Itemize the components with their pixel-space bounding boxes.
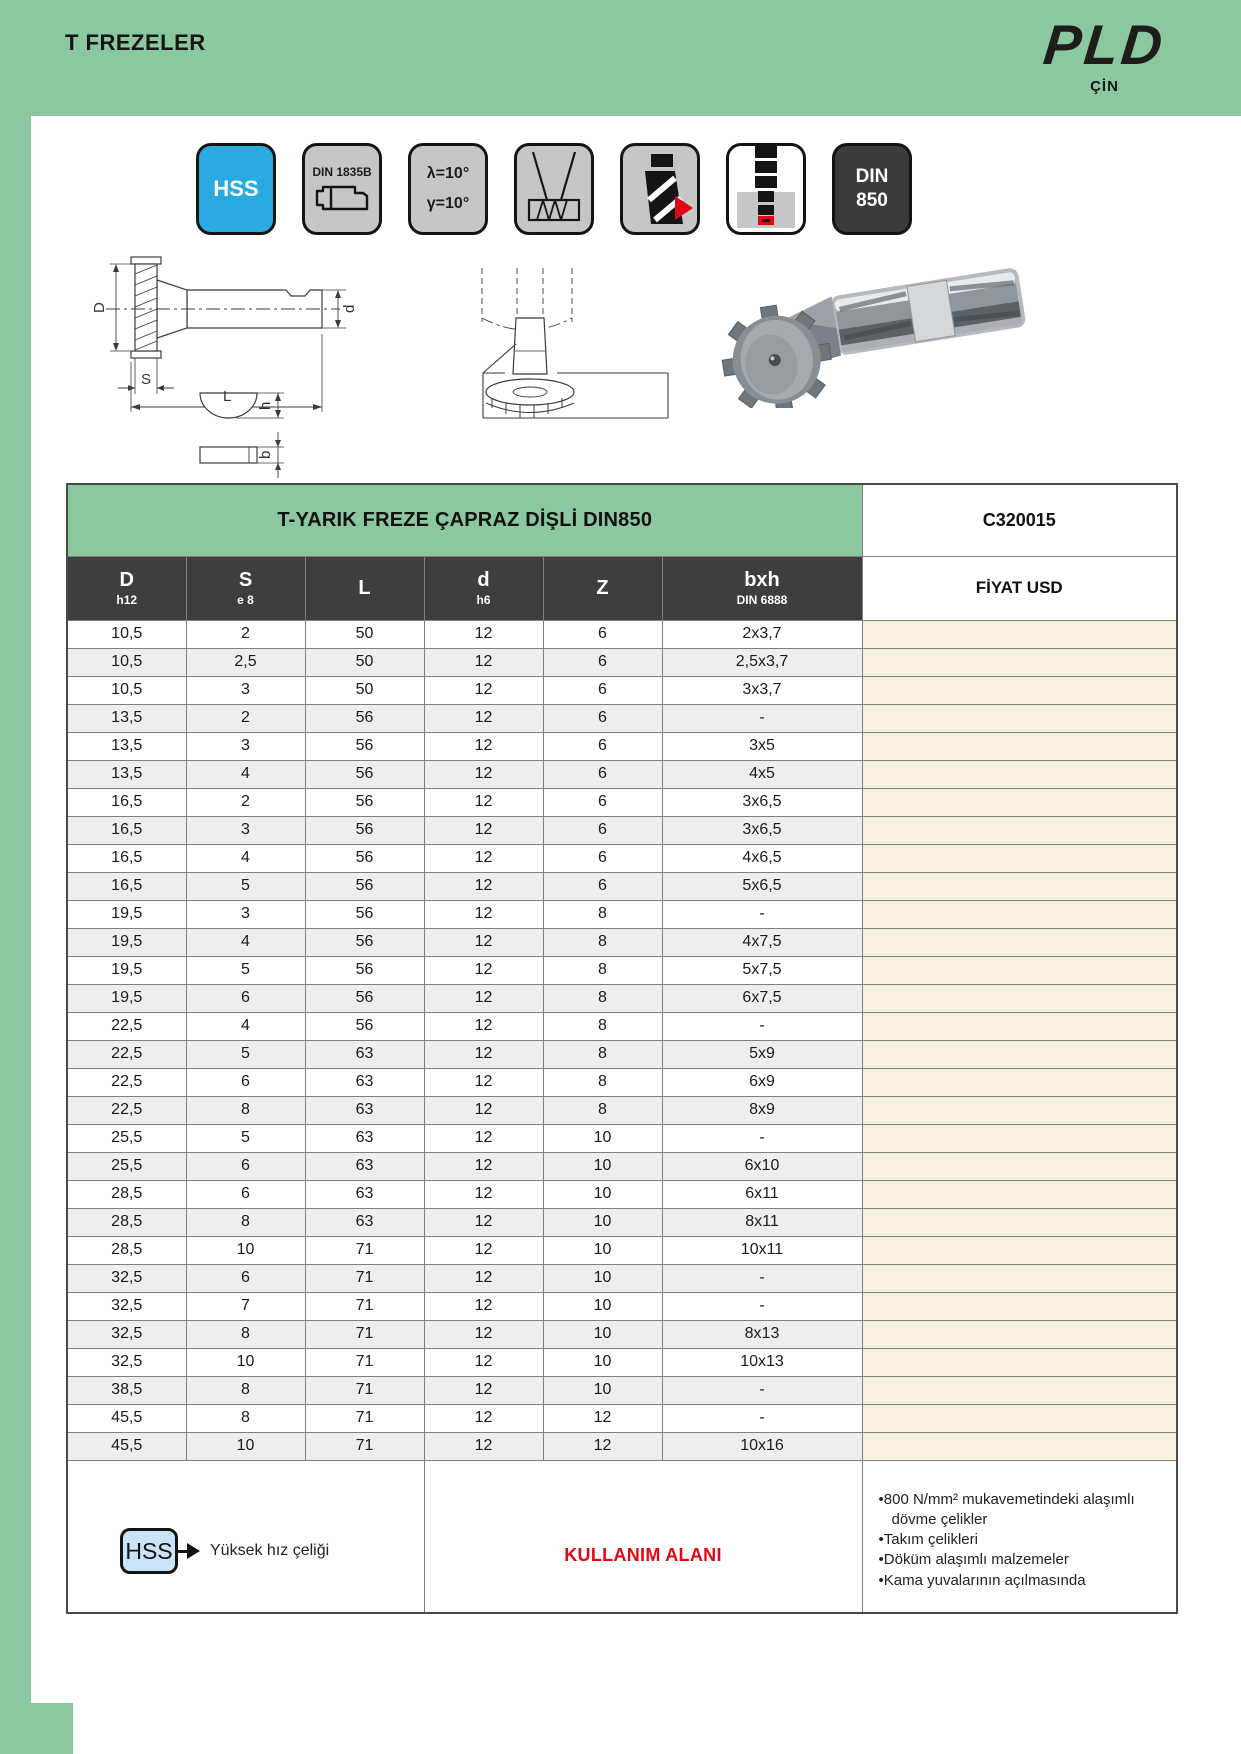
table-cell: 71 <box>305 1404 424 1432</box>
table-cell: 12 <box>424 732 543 760</box>
table-cell: 5 <box>186 1124 305 1152</box>
table-cell: 71 <box>305 1264 424 1292</box>
table-cell: 3 <box>186 676 305 704</box>
price-cell <box>862 1124 1177 1152</box>
table-cell: 32,5 <box>67 1292 186 1320</box>
table-cell: 71 <box>305 1432 424 1460</box>
price-cell <box>862 1040 1177 1068</box>
table-cell: 5 <box>186 1040 305 1068</box>
table-row <box>67 1432 1177 1460</box>
table-cell: 71 <box>305 1348 424 1376</box>
table-cell: 3 <box>186 816 305 844</box>
table-cell: - <box>662 1124 862 1152</box>
dim-label-D: D <box>91 302 108 313</box>
table-row <box>67 956 1177 984</box>
price-cell <box>862 1348 1177 1376</box>
table-cell: 16,5 <box>67 816 186 844</box>
table-cell: 12 <box>424 1348 543 1376</box>
hss-legend-text: Yüksek hız çeliği <box>210 1542 330 1560</box>
table-row <box>67 1292 1177 1320</box>
table-cell: 6x10 <box>662 1152 862 1180</box>
table-cell: 6 <box>186 1264 305 1292</box>
table-cell: 16,5 <box>67 788 186 816</box>
product-code: C320015 <box>862 484 1177 556</box>
dim-label-h: h <box>257 401 274 410</box>
column-header-s-e8: S e 8 <box>186 556 305 620</box>
table-cell: 12 <box>424 1152 543 1180</box>
table-cell: - <box>662 1404 862 1432</box>
table-cell: 13,5 <box>67 704 186 732</box>
table-cell: 3 <box>186 732 305 760</box>
hss-legend-chip: HSS <box>120 1528 178 1574</box>
table-cell: 10,5 <box>67 648 186 676</box>
table-cell: 56 <box>305 704 424 732</box>
table-cell: 12 <box>424 1264 543 1292</box>
table-cell: 10 <box>543 1208 662 1236</box>
brand-country: ÇİN <box>1090 77 1119 95</box>
table-row <box>67 900 1177 928</box>
price-cell <box>862 1432 1177 1460</box>
table-row <box>67 760 1177 788</box>
table-cell: 8 <box>543 900 662 928</box>
table-cell: 4 <box>186 760 305 788</box>
usage-title: KULLANIM ALANI <box>564 1544 722 1565</box>
table-row <box>67 1404 1177 1432</box>
page-title: T FREZELER <box>65 30 206 55</box>
table-cell: 8 <box>543 928 662 956</box>
table-cell: 10,5 <box>67 620 186 648</box>
table-cell: 6 <box>186 1068 305 1096</box>
table-cell: 3x5 <box>662 732 862 760</box>
dim-label-b: b <box>257 450 274 459</box>
table-footer-row <box>67 1460 1177 1613</box>
price-cell <box>862 1180 1177 1208</box>
table-cell: 12 <box>424 844 543 872</box>
price-cell <box>862 1292 1177 1320</box>
shank-din1835b-icon: DIN 1835B <box>302 143 382 235</box>
price-cell <box>862 1376 1177 1404</box>
table-cell: 22,5 <box>67 1040 186 1068</box>
table-cell: 8 <box>186 1404 305 1432</box>
table-cell: 71 <box>305 1292 424 1320</box>
table-cell: 10 <box>543 1292 662 1320</box>
table-cell: - <box>662 1292 862 1320</box>
table-cell: 6 <box>543 760 662 788</box>
table-cell: 12 <box>424 1124 543 1152</box>
price-cell <box>862 788 1177 816</box>
price-cell <box>862 1096 1177 1124</box>
table-cell: 12 <box>424 1236 543 1264</box>
table-cell: 10x16 <box>662 1432 862 1460</box>
column-header-z: Z <box>543 556 662 620</box>
table-cell: 63 <box>305 1152 424 1180</box>
table-row <box>67 788 1177 816</box>
table-cell: 63 <box>305 1068 424 1096</box>
table-cell: 71 <box>305 1236 424 1264</box>
table-cell: - <box>662 900 862 928</box>
price-cell <box>862 1264 1177 1292</box>
table-cell: 10 <box>543 1236 662 1264</box>
table-cell: 12 <box>424 788 543 816</box>
table-row <box>67 1348 1177 1376</box>
table-cell: 2 <box>186 704 305 732</box>
table-cell: 25,5 <box>67 1152 186 1180</box>
column-header-row <box>67 556 1177 620</box>
table-cell: 32,5 <box>67 1264 186 1292</box>
table-row <box>67 844 1177 872</box>
table-cell: 3x6,5 <box>662 788 862 816</box>
hss-material-icon: HSS <box>196 143 276 235</box>
table-cell: 10 <box>186 1348 305 1376</box>
table-cell: 6 <box>543 648 662 676</box>
table-row <box>67 1180 1177 1208</box>
column-header-d-h6: d h6 <box>424 556 543 620</box>
table-cell: 63 <box>305 1208 424 1236</box>
table-row <box>67 984 1177 1012</box>
table-cell: 3 <box>186 900 305 928</box>
table-cell: 50 <box>305 648 424 676</box>
table-cell: 56 <box>305 956 424 984</box>
price-cell <box>862 676 1177 704</box>
table-cell: 10 <box>543 1124 662 1152</box>
table-row <box>67 1012 1177 1040</box>
table-cell: 4 <box>186 928 305 956</box>
table-cell: 71 <box>305 1376 424 1404</box>
table-cell: 6 <box>543 872 662 900</box>
table-cell: 13,5 <box>67 760 186 788</box>
table-cell: 10 <box>543 1348 662 1376</box>
table-cell: 3x3,7 <box>662 676 862 704</box>
spec-table <box>66 483 1178 1614</box>
table-row <box>67 1152 1177 1180</box>
table-row <box>67 928 1177 956</box>
price-cell <box>862 844 1177 872</box>
table-row <box>67 1208 1177 1236</box>
table-cell: 12 <box>424 704 543 732</box>
table-cell: 4x5 <box>662 760 862 788</box>
table-cell: 12 <box>424 956 543 984</box>
table-title-row <box>67 484 1177 556</box>
dim-label-S: S <box>141 371 152 388</box>
table-cell: 10 <box>186 1432 305 1460</box>
price-cell <box>862 648 1177 676</box>
table-title: T-YARIK FREZE ÇAPRAZ DİŞLİ DIN850 <box>67 484 862 556</box>
table-cell: 10 <box>186 1236 305 1264</box>
table-cell: 5x9 <box>662 1040 862 1068</box>
table-row <box>67 1124 1177 1152</box>
table-cell: 12 <box>424 1040 543 1068</box>
table-cell: 12 <box>543 1432 662 1460</box>
table-cell: 71 <box>305 1320 424 1348</box>
arrow-icon <box>178 1550 187 1553</box>
table-cell: 4x6,5 <box>662 844 862 872</box>
table-cell: 56 <box>305 732 424 760</box>
column-header-d-h12: D h12 <box>67 556 186 620</box>
table-cell: 28,5 <box>67 1236 186 1264</box>
price-cell <box>862 984 1177 1012</box>
table-cell: 10 <box>543 1152 662 1180</box>
table-cell: 16,5 <box>67 844 186 872</box>
left-green-strip <box>0 0 31 1754</box>
table-cell: 2 <box>186 788 305 816</box>
table-cell: 63 <box>305 1096 424 1124</box>
table-cell: 25,5 <box>67 1124 186 1152</box>
table-cell: 6x9 <box>662 1068 862 1096</box>
table-row <box>67 816 1177 844</box>
usage-bullet: • Döküm alaşımlı malzemeler <box>879 1550 1167 1570</box>
table-cell: 10 <box>543 1264 662 1292</box>
table-cell: 6 <box>186 984 305 1012</box>
table-cell: 12 <box>424 1096 543 1124</box>
table-cell: 22,5 <box>67 1068 186 1096</box>
table-cell: 6 <box>543 676 662 704</box>
table-cell: 12 <box>424 1180 543 1208</box>
table-cell: 22,5 <box>67 1012 186 1040</box>
hss-legend-cell <box>67 1460 424 1613</box>
usage-bullet: • Kama yuvalarının açılmasında <box>879 1571 1167 1591</box>
usage-title-cell <box>424 1460 862 1613</box>
table-cell: 6 <box>543 816 662 844</box>
table-cell: 12 <box>424 1320 543 1348</box>
table-cell: 4 <box>186 844 305 872</box>
table-cell: 6 <box>543 732 662 760</box>
table-cell: 12 <box>424 1432 543 1460</box>
table-row <box>67 732 1177 760</box>
table-cell: 12 <box>424 984 543 1012</box>
price-cell <box>862 1404 1177 1432</box>
price-cell <box>862 760 1177 788</box>
table-cell: 6x11 <box>662 1180 862 1208</box>
table-cell: 19,5 <box>67 900 186 928</box>
table-cell: 19,5 <box>67 984 186 1012</box>
table-cell: 8 <box>543 1068 662 1096</box>
table-cell: 56 <box>305 844 424 872</box>
cutting-angles-icon: λ=10° γ=10° <box>408 143 488 235</box>
table-cell: 56 <box>305 788 424 816</box>
table-cell: 10,5 <box>67 676 186 704</box>
table-cell: 12 <box>424 1376 543 1404</box>
table-cell: 10x13 <box>662 1348 862 1376</box>
price-cell <box>862 928 1177 956</box>
price-cell <box>862 1012 1177 1040</box>
plunge-depth-icon <box>726 143 806 235</box>
table-cell: 8x11 <box>662 1208 862 1236</box>
table-cell: 4 <box>186 1012 305 1040</box>
dim-label-d: d <box>341 304 358 313</box>
table-cell: 56 <box>305 760 424 788</box>
table-cell: 4x7,5 <box>662 928 862 956</box>
table-cell: 56 <box>305 816 424 844</box>
table-cell: 12 <box>424 1012 543 1040</box>
table-cell: 22,5 <box>67 1096 186 1124</box>
dim-label-L: L <box>223 388 232 405</box>
table-cell: 19,5 <box>67 956 186 984</box>
table-cell: 12 <box>424 1292 543 1320</box>
table-cell: - <box>662 1264 862 1292</box>
table-row <box>67 1096 1177 1124</box>
table-cell: 5 <box>186 872 305 900</box>
table-cell: 5x6,5 <box>662 872 862 900</box>
table-cell: 10 <box>543 1320 662 1348</box>
table-cell: 6 <box>543 844 662 872</box>
table-row <box>67 648 1177 676</box>
table-cell: 13,5 <box>67 732 186 760</box>
table-cell: 12 <box>424 816 543 844</box>
usage-materials-cell <box>862 1460 1177 1613</box>
price-cell <box>862 956 1177 984</box>
column-header-l: L <box>305 556 424 620</box>
bottom-green-block <box>0 1703 73 1754</box>
table-cell: 2,5x3,7 <box>662 648 862 676</box>
price-cell <box>862 1320 1177 1348</box>
table-cell: 6 <box>186 1152 305 1180</box>
table-cell: 12 <box>424 760 543 788</box>
table-row <box>67 620 1177 648</box>
table-cell: 8 <box>543 984 662 1012</box>
table-cell: 12 <box>424 648 543 676</box>
table-cell: 12 <box>424 676 543 704</box>
price-cell <box>862 816 1177 844</box>
table-cell: 63 <box>305 1124 424 1152</box>
table-cell: 12 <box>543 1404 662 1432</box>
table-cell: 56 <box>305 900 424 928</box>
table-row <box>67 676 1177 704</box>
table-cell: 56 <box>305 984 424 1012</box>
brand-logo: PLD <box>1040 13 1169 76</box>
table-cell: 8x13 <box>662 1320 862 1348</box>
table-cell: 2x3,7 <box>662 620 862 648</box>
table-cell: 45,5 <box>67 1432 186 1460</box>
price-cell <box>862 872 1177 900</box>
table-cell: 8 <box>543 1040 662 1068</box>
table-row <box>67 872 1177 900</box>
usage-materials-list <box>863 1482 1177 1591</box>
table-cell: 56 <box>305 1012 424 1040</box>
price-cell <box>862 704 1177 732</box>
table-cell: 12 <box>424 620 543 648</box>
table-cell: 10 <box>543 1376 662 1404</box>
table-cell: 12 <box>424 1068 543 1096</box>
table-cell: 63 <box>305 1040 424 1068</box>
price-cell <box>862 1208 1177 1236</box>
table-cell: 8 <box>543 1096 662 1124</box>
table-cell: 19,5 <box>67 928 186 956</box>
table-cell: 8 <box>186 1320 305 1348</box>
table-cell: 6 <box>186 1180 305 1208</box>
table-cell: 12 <box>424 928 543 956</box>
table-cell: 6x7,5 <box>662 984 862 1012</box>
table-row <box>67 704 1177 732</box>
table-cell: 56 <box>305 872 424 900</box>
table-cell: 6 <box>543 704 662 732</box>
table-cell: 28,5 <box>67 1180 186 1208</box>
table-cell: - <box>662 1012 862 1040</box>
price-cell <box>862 900 1177 928</box>
table-row <box>67 1040 1177 1068</box>
price-cell <box>862 1152 1177 1180</box>
product-photo <box>715 248 1035 408</box>
table-cell: 8 <box>543 1012 662 1040</box>
table-cell: 12 <box>424 872 543 900</box>
table-cell: 12 <box>424 1404 543 1432</box>
table-cell: 45,5 <box>67 1404 186 1432</box>
table-cell: 50 <box>305 676 424 704</box>
technical-drawing <box>60 222 680 480</box>
table-row <box>67 1068 1177 1096</box>
table-cell: 2,5 <box>186 648 305 676</box>
table-cell: 5x7,5 <box>662 956 862 984</box>
arrow-icon <box>187 1543 200 1559</box>
table-cell: 12 <box>424 1208 543 1236</box>
table-cell: 12 <box>424 900 543 928</box>
usage-bullet: • Takım çelikleri <box>879 1530 1167 1550</box>
table-cell: 5 <box>186 956 305 984</box>
price-cell <box>862 1068 1177 1096</box>
table-row <box>67 1376 1177 1404</box>
table-cell: - <box>662 1376 862 1404</box>
brand-block <box>1040 13 1169 95</box>
shank-drawing <box>311 183 373 213</box>
table-body <box>67 620 1177 1460</box>
table-cell: 6 <box>543 620 662 648</box>
table-cell: 63 <box>305 1180 424 1208</box>
table-row <box>67 1320 1177 1348</box>
table-cell: 8 <box>186 1208 305 1236</box>
table-cell: 38,5 <box>67 1376 186 1404</box>
table-cell: 3x6,5 <box>662 816 862 844</box>
table-cell: 10 <box>543 1180 662 1208</box>
table-cell: - <box>662 704 862 732</box>
table-cell: 56 <box>305 928 424 956</box>
table-cell: 32,5 <box>67 1348 186 1376</box>
price-cell <box>862 620 1177 648</box>
table-cell: 16,5 <box>67 872 186 900</box>
price-cell <box>862 1236 1177 1264</box>
table-cell: 2 <box>186 620 305 648</box>
table-cell: 7 <box>186 1292 305 1320</box>
table-cell: 8 <box>543 956 662 984</box>
table-cell: 8 <box>186 1376 305 1404</box>
din850-standard-icon: DIN 850 <box>832 143 912 235</box>
usage-bullet: • 800 N/mm² mukavemetindeki alaşımlı dövme çelikler <box>879 1490 1167 1531</box>
table-cell: 50 <box>305 620 424 648</box>
table-cell: 8x9 <box>662 1096 862 1124</box>
column-header-bxh: bxh DIN 6888 <box>662 556 862 620</box>
table-cell: 32,5 <box>67 1320 186 1348</box>
table-cell: 8 <box>186 1096 305 1124</box>
table-row <box>67 1236 1177 1264</box>
column-header-price: FİYAT USD <box>862 556 1177 620</box>
table-row <box>67 1264 1177 1292</box>
price-cell <box>862 732 1177 760</box>
table-cell: 10x11 <box>662 1236 862 1264</box>
table-cell: 28,5 <box>67 1208 186 1236</box>
table-cell: 6 <box>543 788 662 816</box>
